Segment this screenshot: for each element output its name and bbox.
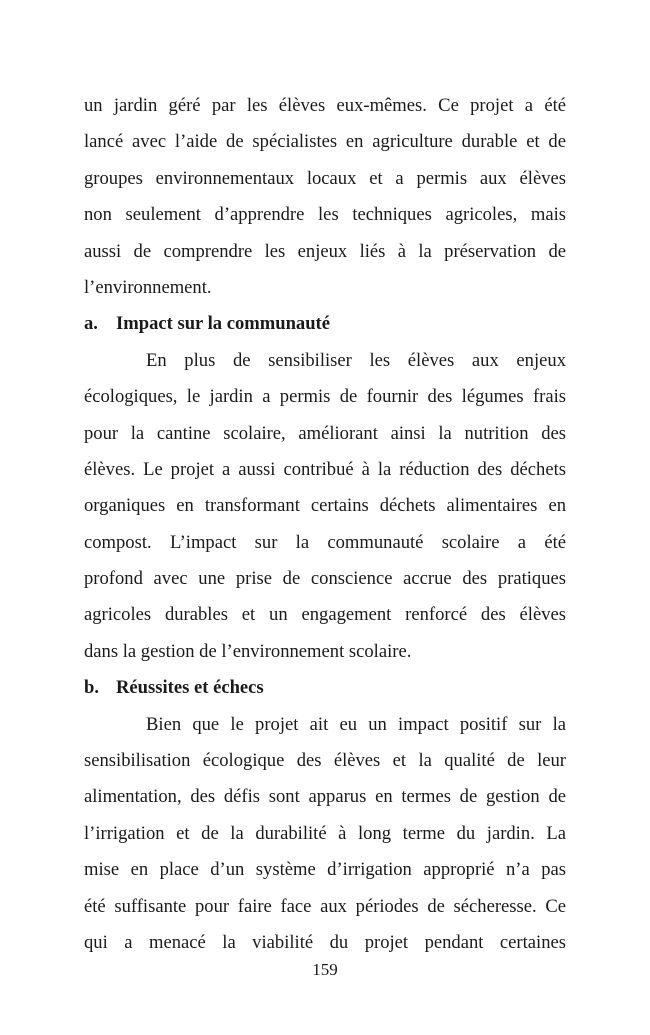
section-marker: b. <box>84 677 99 699</box>
text-line: alimentation, des défis sont apparus en termes de gestion de <box>84 786 566 808</box>
section-heading-b <box>84 670 566 706</box>
section-a-paragraph <box>84 343 566 671</box>
text-line: élèves. Le projet a aussi contribué à la réduction des déchets <box>84 458 566 480</box>
intro-paragraph <box>84 88 566 306</box>
text-line: lancé avec l’aide de spécialistes en agriculture durable et de <box>84 131 566 153</box>
section-marker: a. <box>84 313 98 335</box>
page-body <box>84 88 566 961</box>
text-line: un jardin géré par les élèves eux-mêmes. Ce projet a été <box>84 95 566 116</box>
text-line: agricoles durables et un engagement renforcé des élèves <box>84 604 566 626</box>
section-title: Impact sur la communauté <box>116 313 331 335</box>
text-line: l’environnement. <box>84 276 212 298</box>
text-line: aussi de comprendre les enjeux liés à la préservation de <box>84 240 566 262</box>
text-line: sensibilisation écologique des élèves et la qualité de leur <box>84 750 566 772</box>
text-line: Bien que le projet ait eu un impact positif sur la <box>146 713 566 735</box>
text-line: dans la gestion de l’environnement scolaire. <box>84 640 412 662</box>
text-line: En plus de sensibiliser les élèves aux enjeux <box>146 349 566 371</box>
text-line: groupes environnementaux locaux et a permis aux élèves <box>84 167 566 189</box>
text-line: pour la cantine scolaire, améliorant ainsi la nutrition des <box>84 422 566 444</box>
text-line: l’irrigation et de la durabilité à long terme du jardin. La <box>84 822 566 844</box>
text-line: écologiques, le jardin a permis de fournir des légumes frais <box>84 386 566 408</box>
text-line: été suffisante pour faire face aux périodes de sécheresse. Ce <box>84 895 566 917</box>
section-title: Réussites et échecs <box>116 677 264 699</box>
text-line: profond avec une prise de conscience accrue des pratiques <box>84 568 566 590</box>
text-line: organiques en transformant certains déchets alimentaires en <box>84 495 566 517</box>
text-line: non seulement d’apprendre les techniques agricoles, mais <box>84 204 566 226</box>
section-b-paragraph <box>84 707 566 962</box>
section-heading-a <box>84 306 566 342</box>
text-line: qui a menacé la viabilité du projet pendant certaines <box>84 931 566 953</box>
text-line: compost. L’impact sur la communauté scolaire a été <box>84 531 566 553</box>
text-line: mise en place d’un système d’irrigation approprié n’a pas <box>84 859 566 881</box>
page-number: 159 <box>312 960 338 979</box>
